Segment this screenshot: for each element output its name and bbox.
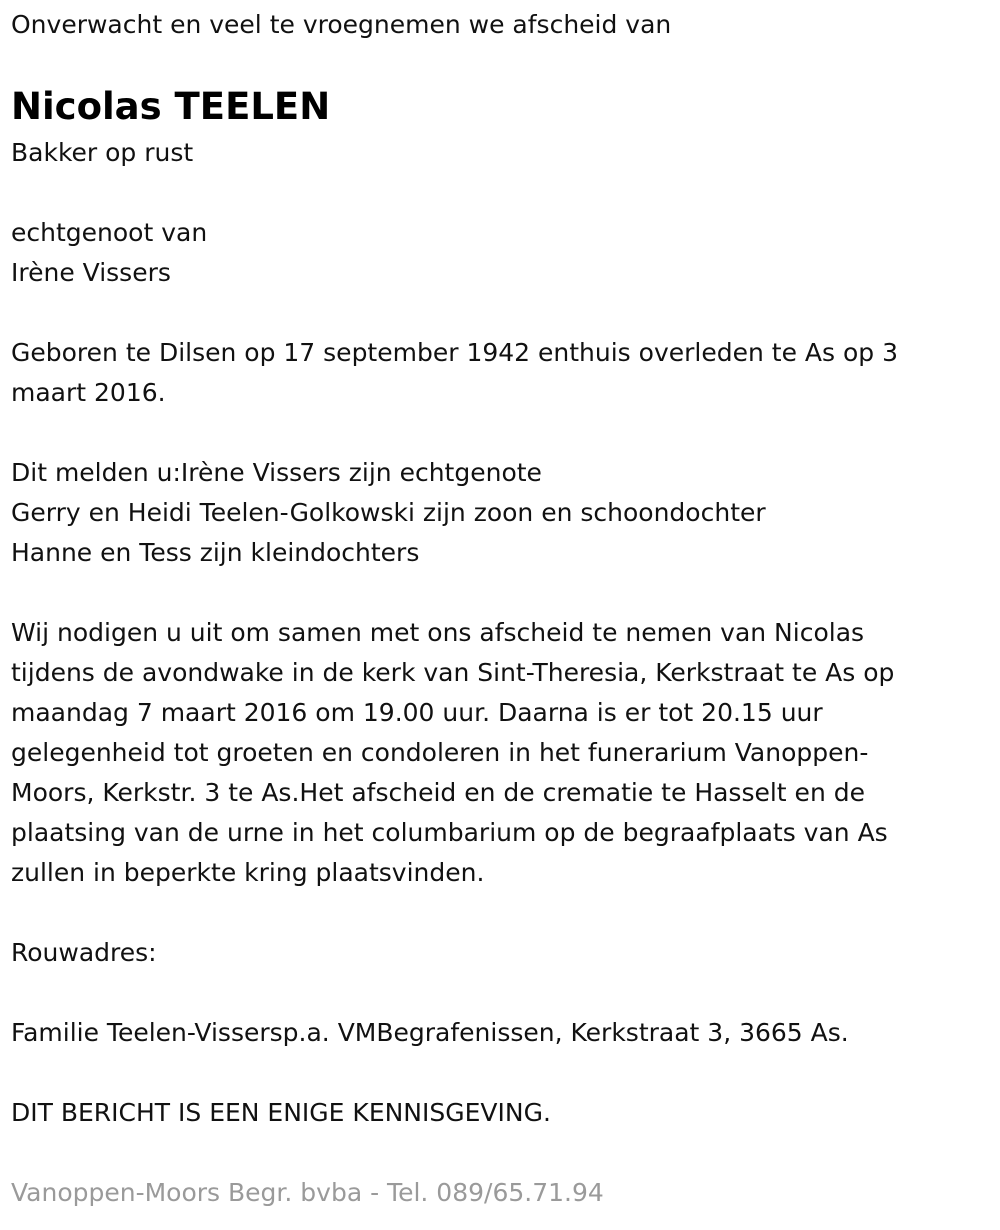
invitation-line: zullen in beperkte kring plaatsvinden. xyxy=(11,858,485,887)
invitation-line: Wij nodigen u uit om samen met ons afscheid te nemen van Nicolas xyxy=(11,618,865,647)
birth-death-line: maart 2016. xyxy=(11,378,166,407)
occupation-text: Bakker op rust xyxy=(11,138,194,167)
announced-by-line: Gerry en Heidi Teelen-Golkowski zijn zoon en schoondochter xyxy=(11,498,766,527)
spouse-name: Irène Vissers xyxy=(11,258,171,287)
announced-by-line: Dit melden u:Irène Vissers zijn echtgenote xyxy=(11,458,542,487)
invitation-paragraph xyxy=(11,613,894,893)
notice-text: DIT BERICHT IS EEN ENIGE KENNISGEVING. xyxy=(11,1098,551,1127)
announced-by-line: Hanne en Tess zijn kleindochters xyxy=(11,538,420,567)
spouse-block xyxy=(11,213,207,293)
address-label: Rouwadres: xyxy=(11,938,157,967)
invitation-line: plaatsing van de urne in het columbarium op de begraafplaats van As xyxy=(11,818,888,847)
deceased-name: Nicolas TEELEN xyxy=(11,85,331,128)
invitation-line: gelegenheid tot groeten en condoleren in het funerarium Vanoppen- xyxy=(11,738,869,767)
invitation-line: tijdens de avondwake in de kerk van Sint-Theresia, Kerkstraat te As op xyxy=(11,658,895,687)
address-text: Familie Teelen-Vissersp.a. VMBegrafenissen, Kerkstraat 3, 3665 As. xyxy=(11,1018,849,1047)
birth-death-line: Geboren te Dilsen op 17 september 1942 enthuis overleden te As op 3 xyxy=(11,338,898,367)
footer-text: Vanoppen-Moors Begr. bvba - Tel. 089/65.71.94 xyxy=(11,1178,604,1207)
spouse-label: echtgenoot van xyxy=(11,218,208,247)
invitation-line: Moors, Kerkstr. 3 te As.Het afscheid en de crematie te Hasselt en de xyxy=(11,778,865,807)
announced-by-paragraph xyxy=(11,453,766,573)
birth-death-paragraph xyxy=(11,333,898,413)
invitation-line: maandag 7 maart 2016 om 19.00 uur. Daarna is er tot 20.15 uur xyxy=(11,698,823,727)
intro-text: Onverwacht en veel te vroegnemen we afscheid van xyxy=(11,10,672,39)
